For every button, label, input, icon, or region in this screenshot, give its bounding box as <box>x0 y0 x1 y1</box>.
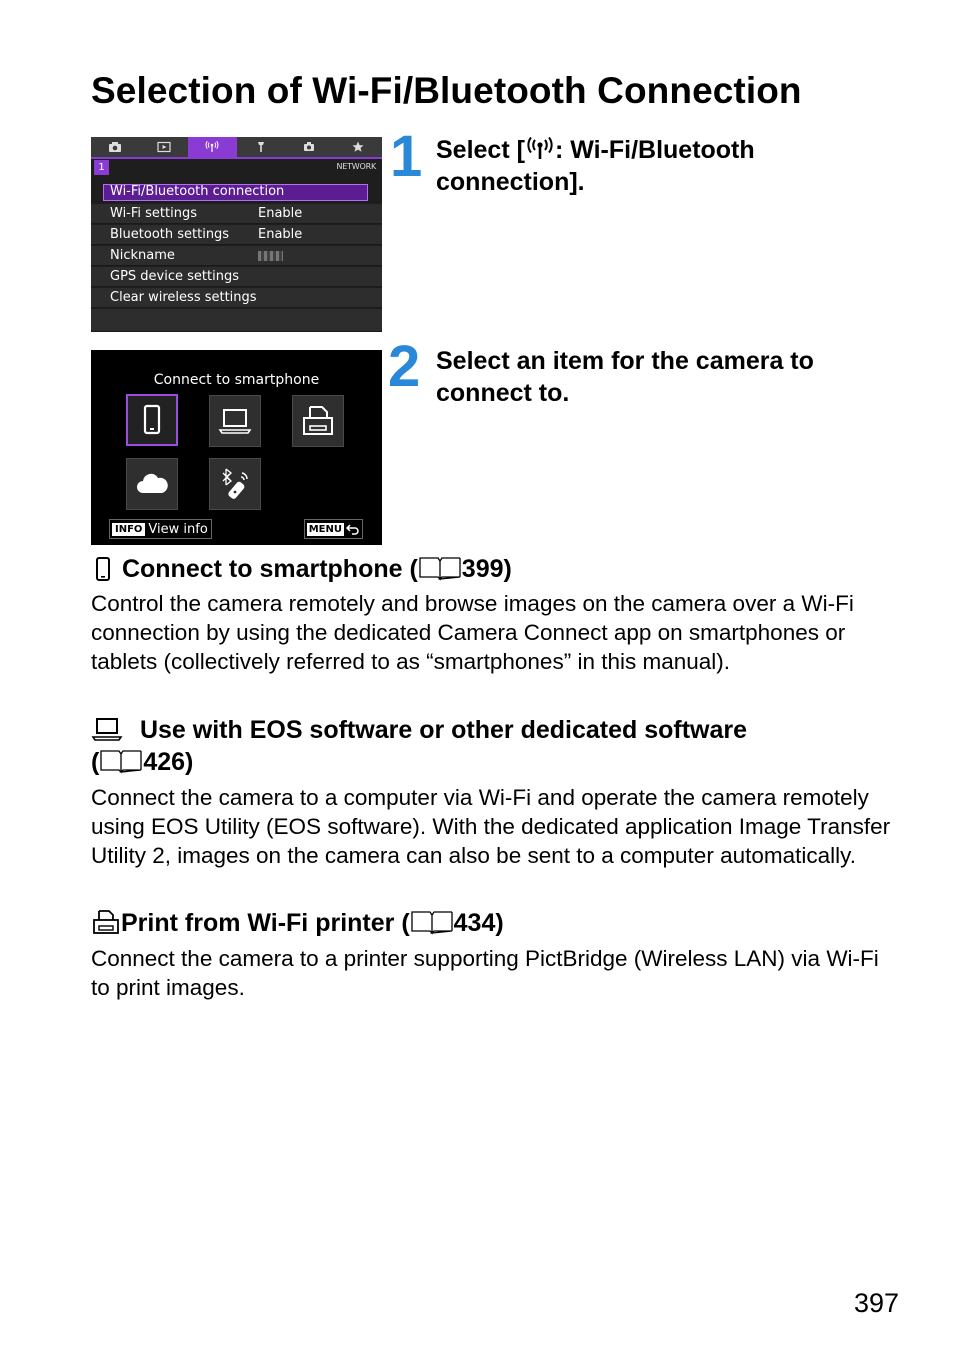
menu-item-label: Bluetooth settings <box>110 227 230 242</box>
menu-item-label: Nickname <box>110 248 175 263</box>
section-title: Connect to smartphone ( <box>121 555 418 583</box>
menu-item-value: Enable <box>258 227 303 242</box>
remote-icon <box>218 467 252 501</box>
nickname-blurred-value <box>258 251 283 261</box>
wireless-icon <box>205 141 219 153</box>
section-body: Control the camera remotely and browse images on the camera over a Wi-Fi connection by using the dedicated Camera Connect app on smartphones or tablets (collectively referred to as “smartphones” in this manual). <box>91 591 854 674</box>
star-icon <box>351 141 365 153</box>
section-heading-smartphone <box>91 553 512 585</box>
playback-tab[interactable] <box>140 137 189 157</box>
step-number: 2 <box>388 334 421 399</box>
menu-item-clear-wireless-settings[interactable] <box>91 288 382 308</box>
step-text-before: Select [ <box>436 136 525 164</box>
cloud-option[interactable] <box>126 458 178 510</box>
section-title: Use with EOS software or other dedicated software <box>139 716 748 744</box>
connect-screen <box>91 350 382 545</box>
section-title: Print from Wi-Fi printer ( <box>121 909 410 937</box>
camera-menu-screen <box>91 137 382 332</box>
menu-item-wifi-bluetooth-connection[interactable] <box>91 182 382 202</box>
menu-item-label: GPS device settings <box>110 269 239 284</box>
section-heading-computer <box>91 714 747 746</box>
menu-key: MENU <box>308 523 342 535</box>
camera-tab[interactable] <box>91 137 140 157</box>
menu-item-gps-device-settings[interactable] <box>91 267 382 287</box>
play-icon <box>157 141 171 153</box>
mymenu-tab[interactable] <box>334 137 383 157</box>
view-info-button[interactable] <box>109 519 212 539</box>
page-reference: 399) <box>461 555 512 583</box>
step-instruction: Select an item for the camera to connect to. <box>436 347 814 407</box>
menu-item-label: Wi-Fi/Bluetooth connection <box>110 184 285 199</box>
section-heading-computer-line2 <box>91 746 193 778</box>
menu-item-wifi-settings[interactable] <box>91 204 382 224</box>
menu-section-name: NETWORK <box>336 162 376 171</box>
book-icon <box>410 909 454 935</box>
wireless-tab[interactable] <box>188 137 237 157</box>
printer-icon <box>301 404 335 438</box>
setup-tab[interactable] <box>237 137 286 157</box>
printer-icon <box>91 909 121 935</box>
computer-icon <box>218 404 252 438</box>
book-icon <box>418 555 462 581</box>
section-heading-printer <box>91 907 504 939</box>
menu-back-button[interactable] <box>304 519 363 539</box>
cloud-icon <box>135 467 169 501</box>
book-icon <box>99 748 143 774</box>
page-reference: 434) <box>453 909 504 937</box>
custom-icon <box>302 141 316 153</box>
smartphone-icon <box>91 556 115 582</box>
info-key: INFO <box>112 523 145 536</box>
wireless-icon <box>525 137 555 161</box>
step-text-after: : Wi-Fi/Bluetooth connection]. <box>436 136 755 196</box>
menu-item-nickname[interactable] <box>91 246 382 266</box>
page-reference: 426) <box>143 748 194 776</box>
page-number: 397 <box>853 1288 899 1318</box>
menu-item-value: Enable <box>258 206 303 221</box>
return-arrow-icon <box>346 523 360 535</box>
step-instruction <box>436 134 876 198</box>
menu-item-label: Clear wireless settings <box>110 290 257 305</box>
section-title-open-paren: ( <box>91 748 100 776</box>
camera-icon <box>108 141 122 153</box>
view-info-label: View info <box>148 521 208 537</box>
wrench-icon <box>254 141 268 153</box>
custom-tab[interactable] <box>285 137 334 157</box>
menu-item-bluetooth-settings[interactable] <box>91 225 382 245</box>
menu-empty-row <box>91 309 382 332</box>
menu-subpage-number[interactable]: 1 <box>94 160 109 175</box>
printer-option[interactable] <box>292 395 344 447</box>
smartphone-icon <box>135 403 169 437</box>
step-number: 1 <box>390 124 423 189</box>
page-title: Selection of Wi-Fi/Bluetooth Connection <box>91 70 802 111</box>
section-body: Connect the camera to a computer via Wi-Fi and operate the camera remotely using EOS Utility (EOS software). With the dedicated application Image Transfer Utility 2, images on the camera can also be sent to a computer automatically. <box>91 785 891 868</box>
smartphone-option[interactable] <box>126 394 178 446</box>
menu-tab-bar <box>91 137 382 157</box>
connect-screen-title: Connect to smartphone <box>153 372 320 388</box>
computer-option[interactable] <box>209 395 261 447</box>
menu-item-label: Wi-Fi settings <box>110 206 197 221</box>
computer-icon <box>91 716 123 742</box>
remote-option[interactable] <box>209 458 261 510</box>
section-body: Connect the camera to a printer supporting PictBridge (Wireless LAN) via Wi-Fi to print images. <box>91 946 879 1000</box>
